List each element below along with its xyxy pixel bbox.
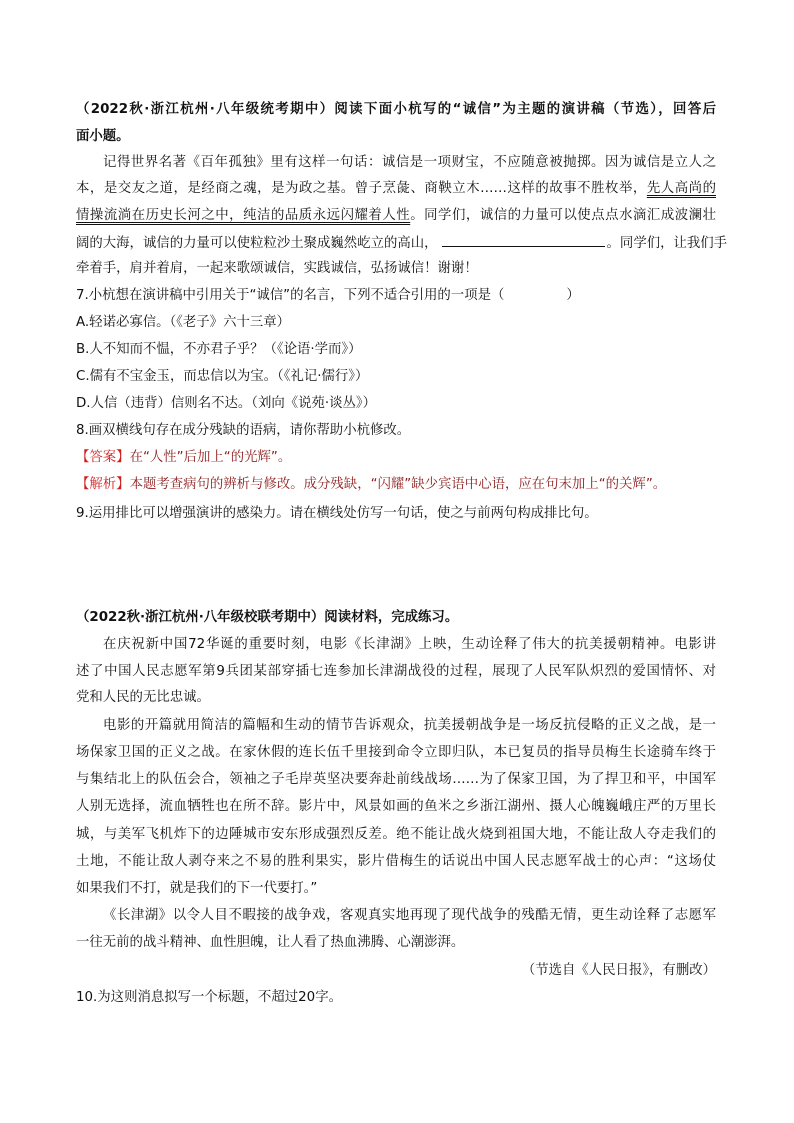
question-9: 9.运用排比可以增强演讲的感染力。请在横线处仿写一句话，使之与前两句构成排比句。 — [76, 506, 598, 521]
question-7-close: ） — [566, 288, 580, 303]
article-p2-line-3: 与集结北上的队伍会合，领袖之子毛岸英坚决要奔赴前线战场……为了保家卫国，为了捍卫和平，中国军 — [76, 772, 716, 787]
question-7 — [76, 287, 716, 305]
article-source: （节选自《人民日报》，有删改） — [521, 963, 716, 978]
speech-line-4-text: 阔的大海，诚信的力量可以使粒粒沙土聚成巍然屹立的高山， — [76, 236, 438, 251]
article-p3-line-1: 《长津湖》以令人目不暇接的战争戏，客观真实地再现了现代战争的残酷无情，更生动诠释了志愿军 — [103, 908, 716, 923]
option-b: B.人不知而不愠，不亦君子乎？（《论语·学而》） — [76, 342, 362, 357]
article-p2-line-6: 土地，不能让敌人剥夺来之不易的胜利果实，影片借梅生的话说出中国人民志愿军战士的心声：“这场仗 — [76, 854, 716, 869]
article-p3-line-2: 一往无前的战斗精神、血性胆魄，让人看了热血沸腾、心潮澎湃。 — [76, 935, 465, 950]
double-underline-sentence-start: 先人高尚的 — [646, 181, 716, 196]
answer-text: 在“人性”后加上“的光辉”。 — [129, 450, 292, 465]
speech-line-2 — [76, 180, 716, 198]
question-8: 8.画双横线句存在成分残缺的语病，请你帮助小杭修改。 — [76, 423, 411, 438]
speech-line-3-text: 。同学们，诚信的力量可以使点点水滴汇成波澜壮 — [410, 208, 717, 223]
option-d: D.人信（违背）信则名不达。（刘向《说苑·谈丛》） — [76, 396, 377, 411]
speech-line-2-text: 本，是交友之道，是经商之魂，是为政之基。曾子烹彘、商鞅立木……这样的故事不胜枚举， — [76, 181, 647, 196]
section1-heading-line2: 面小题。 — [76, 129, 130, 144]
double-underline-sentence-end: 情操流淌在历史长河之中，纯洁的品质永远闪耀着人性 — [76, 208, 411, 223]
article-p2-line-5: 城，与美军飞机炸下的边陲城市安东形成强烈反差。绝不能让战火烧到祖国大地，不能让敌人夺走我们的 — [76, 827, 716, 842]
article-p1-line-3: 党和人民的无比忠诚。 — [76, 690, 210, 705]
analysis-8 — [76, 476, 716, 494]
option-a: A.轻诺必寡信。（《老子》六十三章） — [76, 315, 291, 330]
article-p1-line-1: 在庆祝新中国72华诞的重要时刻，电影《长津湖》上映，生动诠释了伟大的抗美援朝精神。电影讲 — [103, 637, 716, 652]
speech-line-4-tail: 。同学们，让我们手 — [606, 236, 728, 251]
article-p1-line-2: 述了中国人民志愿军第9兵团某部穿插七连参加长津湖战役的过程，展现了人民军队炽烈的爱国情怀、对 — [76, 664, 716, 679]
analysis-text: 本题考查病句的辨析与修改。成分残缺，“闪耀”缺少宾语中心语，应在句末加上“的关辉”。 — [129, 477, 667, 492]
question-7-stem: 7.小杭想在演讲稿中引用关于“诚信”的名言，下列不适合引用的一项是（ — [76, 288, 505, 303]
article-p2-line-1: 电影的开篇就用简洁的篇幅和生动的情节告诉观众，抗美援朝战争是一场反抗侵略的正义之战，是一 — [103, 718, 716, 733]
article-p2-line-2: 场保家卫国的正义之战。在家休假的连长伍千里接到命令立即归队，本已复员的指导员梅生长途骑车终于 — [76, 745, 716, 760]
section1-heading-line1: （2022秋·浙江杭州·八年级统考期中）阅读下面小杭写的“诚信”为主题的演讲稿（节选），回答后 — [76, 102, 716, 117]
section2-heading: （2022秋·浙江杭州·八年级校联考期中）阅读材料，完成练习。 — [76, 610, 459, 625]
speech-line-1: 记得世界名著《百年孤独》里有这样一句话：诚信是一项财宝，不应随意被抛掷。因为诚信是立人之 — [103, 155, 716, 170]
speech-line-5: 牵着手，肩并着肩，一起来歌颂诚信，实践诚信，弘扬诚信！谢谢！ — [76, 261, 478, 276]
question-10: 10.为这则消息拟写一个标题，不超过20字。 — [76, 990, 342, 1005]
speech-line-4 — [76, 233, 728, 253]
analysis-tag: 【解析】 — [76, 477, 130, 492]
answer-blank-line[interactable] — [442, 233, 605, 247]
article-p2-line-4: 人别无选择，流血牺牲也在所不辞。影片中，风景如画的鱼米之乡浙江湖州、摄人心魄巍峨庄严的万里长 — [76, 799, 716, 814]
speech-line-3 — [76, 207, 716, 225]
option-c: C.儒有不宝金玉，而忠信以为宝。（《礼记·儒行》） — [76, 369, 369, 384]
article-p2-line-7: 如果我们不打，就是我们的下一代要打。” — [76, 881, 318, 896]
answer-8 — [76, 449, 716, 467]
answer-tag: 【答案】 — [76, 450, 130, 465]
